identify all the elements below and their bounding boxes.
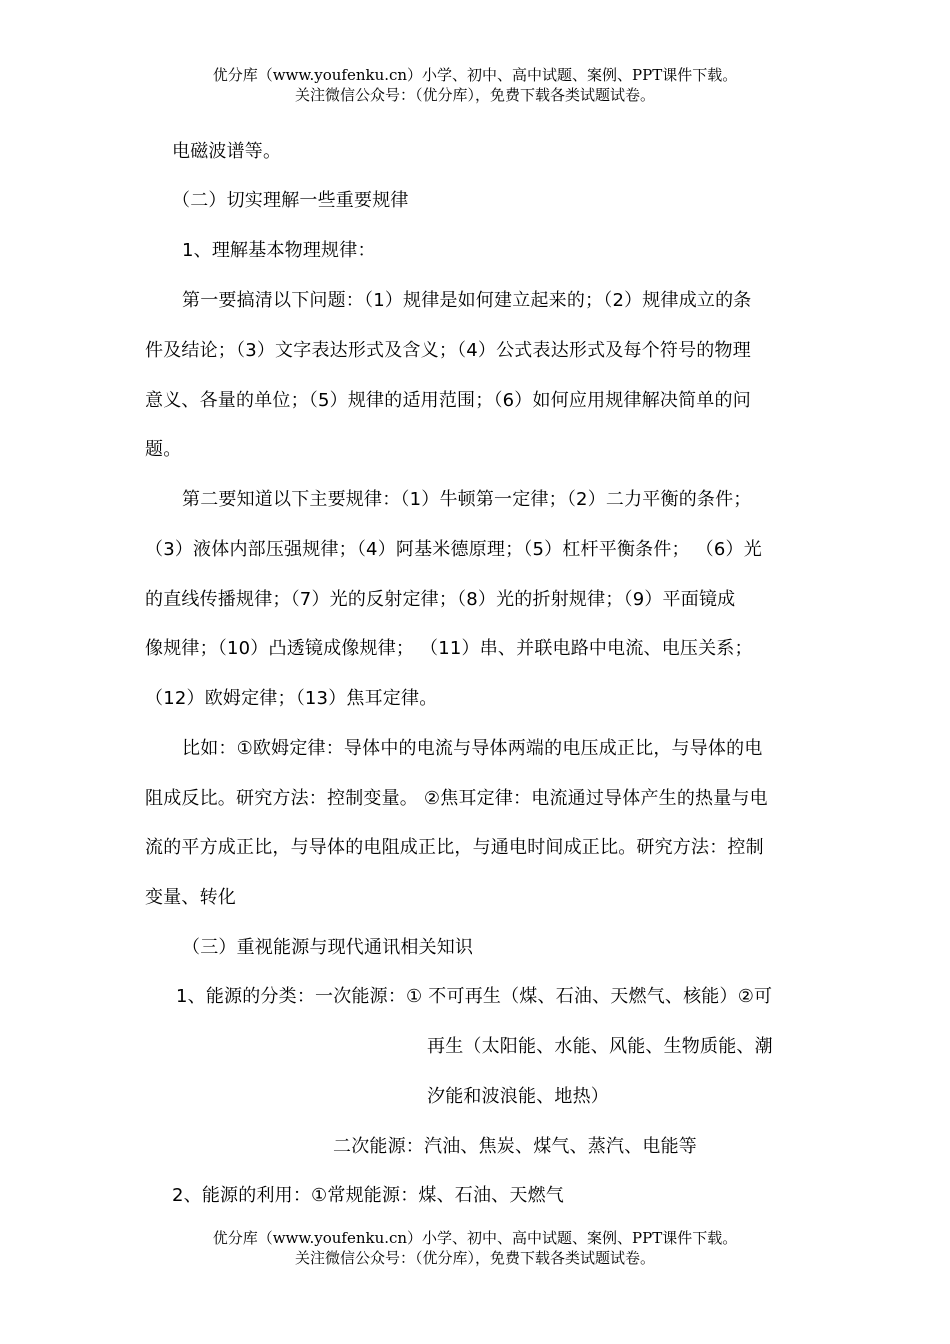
- text-line: 比如：①欧姆定律：导体中的电流与导体两端的电压成正比，与导体的电: [182, 738, 763, 759]
- text-line: 件及结论；（3）文字表达形式及含义；（4）公式表达形式及每个符号的物理: [145, 340, 751, 361]
- page-header-line-1: 优分库（www.youfenku.cn）小学、初中、高中试题、案例、PPT课件下载。: [212, 66, 738, 84]
- page-footer-line-2: 关注微信公众号：（优分库），免费下载各类试题试卷。: [294, 1249, 655, 1267]
- text-line: 意义、各量的单位；（5）规律的适用范围；（6）如何应用规律解决简单的问: [145, 390, 751, 411]
- text-line: 第一要搞清以下问题：（1）规律是如何建立起来的；（2）规律成立的条: [182, 290, 752, 311]
- text-line: 阻成反比。研究方法：控制变量。 ②焦耳定律：电流通过导体产生的热量与电: [145, 788, 768, 809]
- text-line: 再生（太阳能、水能、风能、生物质能、潮: [427, 1036, 773, 1057]
- text-line: 汐能和波浪能、地热）: [427, 1086, 609, 1107]
- page-footer-line-1: 优分库（www.youfenku.cn）小学、初中、高中试题、案例、PPT课件下载。: [212, 1229, 738, 1247]
- page-header-line-2: 关注微信公众号：（优分库），免费下载各类试题试卷。: [294, 86, 655, 104]
- text-line: 像规律；（10）凸透镜成像规律； （11）串、并联电路中电流、电压关系；: [145, 638, 753, 659]
- text-line: 变量、转化: [145, 887, 236, 908]
- subsection-heading: 1、理解基本物理规律：: [182, 240, 376, 261]
- text-line: 2、能源的利用：①常规能源：煤、石油、天燃气: [172, 1185, 564, 1206]
- text-line: （3）液体内部压强规律；（4）阿基米德原理；（5）杠杆平衡条件； （6）光: [145, 539, 762, 560]
- text-line: 电磁波谱等。: [172, 141, 282, 162]
- text-line: 的直线传播规律；（7）光的反射定律；（8）光的折射规律；（9）平面镜成: [145, 589, 736, 610]
- text-line: 第二要知道以下主要规律：（1）牛顿第一定律；（2）二力平衡的条件；: [182, 489, 752, 510]
- text-line: 流的平方成正比，与导体的电阻成正比，与通电时间成正比。研究方法：控制: [145, 837, 764, 858]
- text-line: （12）欧姆定律；（13）焦耳定律。: [145, 688, 438, 709]
- text-line: 1、能源的分类：一次能源：① 不可再生（煤、石油、天燃气、核能）②可: [176, 986, 773, 1007]
- section-heading: （三）重视能源与现代通讯相关知识: [182, 937, 474, 958]
- section-heading: （二）切实理解一些重要规律: [172, 190, 409, 211]
- text-line: 二次能源：汽油、焦炭、煤气、蒸汽、电能等: [333, 1136, 697, 1157]
- text-line: 题。: [145, 439, 182, 460]
